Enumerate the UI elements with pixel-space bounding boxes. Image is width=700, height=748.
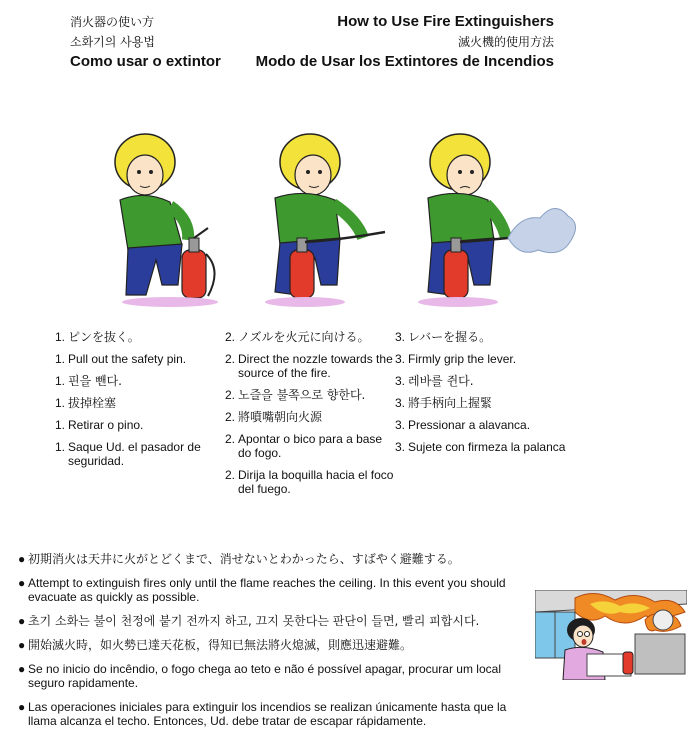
header-right: [174, 12, 554, 72]
title-en: How to Use Fire Extinguishers: [337, 13, 554, 30]
step2-zh: 2. 將噴嘴朝向火源: [225, 410, 323, 424]
step2-pt: 2. Apontar o bico para a base do fogo.: [225, 432, 383, 460]
note-ko: ● 초기 소화는 불이 천정에 붙기 전까지 하고, 끄지 못한다는 판단이 들면, 빨리 피합시다.: [18, 614, 480, 628]
step3-ja: 3. レバーを握る。: [395, 330, 492, 344]
note-zh: ● 開始滅火時，如火勢已達天花板，得知已無法將火熄滅，則應迅速避難。: [18, 638, 413, 652]
title-ko: 소화기의 사용법: [70, 35, 155, 49]
step2-column: [225, 330, 395, 504]
step3-zh: 3. 將手柄向上握緊: [395, 396, 493, 410]
note-pt: ● Se no inicio do incêndio, o fogo chega ao teto e não é possível apagar, procurar um local seguro rapidamente.: [18, 662, 501, 690]
title-zh: 滅火機的使用方法: [457, 35, 554, 49]
step1-column: [55, 330, 225, 476]
step3-es: 3. Sujete con firmeza la palanca: [395, 440, 566, 454]
fire-scene-illustration: [535, 590, 687, 680]
step2-ko: 2. 노즐을 불쪽으로 향한다.: [225, 388, 366, 402]
step3-ko: 3. 레바를 쥔다.: [395, 374, 474, 388]
note-ja: ● 初期消火は天井に火がとどくまで、消せないとわかったら、すばやく避難する。: [18, 552, 460, 566]
bullet-icon: ●: [18, 662, 26, 676]
step2-illustration: [245, 120, 395, 310]
step2-es: 2. Dirija la boquilla hacia el foco del fuego.: [225, 468, 394, 496]
step3-column: [395, 330, 580, 462]
title-ja: 消火器の使い方: [70, 15, 155, 29]
step1-ja: 1. ピンを抜く。: [55, 330, 140, 344]
evacuation-notes: [18, 552, 523, 738]
note-en: ● Attempt to extinguish fires only until the flame reaches the ceiling. In this event you should evacuate as quickly as possible.: [18, 576, 506, 604]
step2-ja: 2. ノズルを火元に向ける。: [225, 330, 370, 344]
step1-illustration: [90, 120, 240, 310]
note-es: ● Las operaciones iniciales para extinguir los incendios se realizan únicamente hasta que la llama alcanza el techo. Entonces, Ud. debe tratar de escapar rápidamente.: [18, 700, 507, 728]
bullet-icon: ●: [18, 614, 26, 628]
step1-es: 1. Saque Ud. el pasador de seguridad.: [55, 440, 201, 468]
step1-zh: 1. 拔掉栓塞: [55, 396, 117, 410]
step1-pt: 1. Retirar o pino.: [55, 418, 144, 432]
step3-pt: 3. Pressionar a alavanca.: [395, 418, 531, 432]
step1-ko: 1. 핀을 뺀다.: [55, 374, 122, 388]
bullet-icon: ●: [18, 552, 26, 566]
bullet-icon: ●: [18, 638, 26, 652]
bullet-icon: ●: [18, 576, 26, 590]
step2-en: 2. Direct the nozzle towards the source of the fire.: [225, 352, 393, 380]
step3-en: 3. Firmly grip the lever.: [395, 352, 517, 366]
step3-illustration: [410, 120, 580, 310]
step1-en: 1. Pull out the safety pin.: [55, 352, 187, 366]
bullet-icon: ●: [18, 700, 26, 714]
title-es: Modo de Usar los Extintores de Incendios: [255, 53, 554, 70]
title-pt: Como usar o extintor: [70, 53, 221, 70]
